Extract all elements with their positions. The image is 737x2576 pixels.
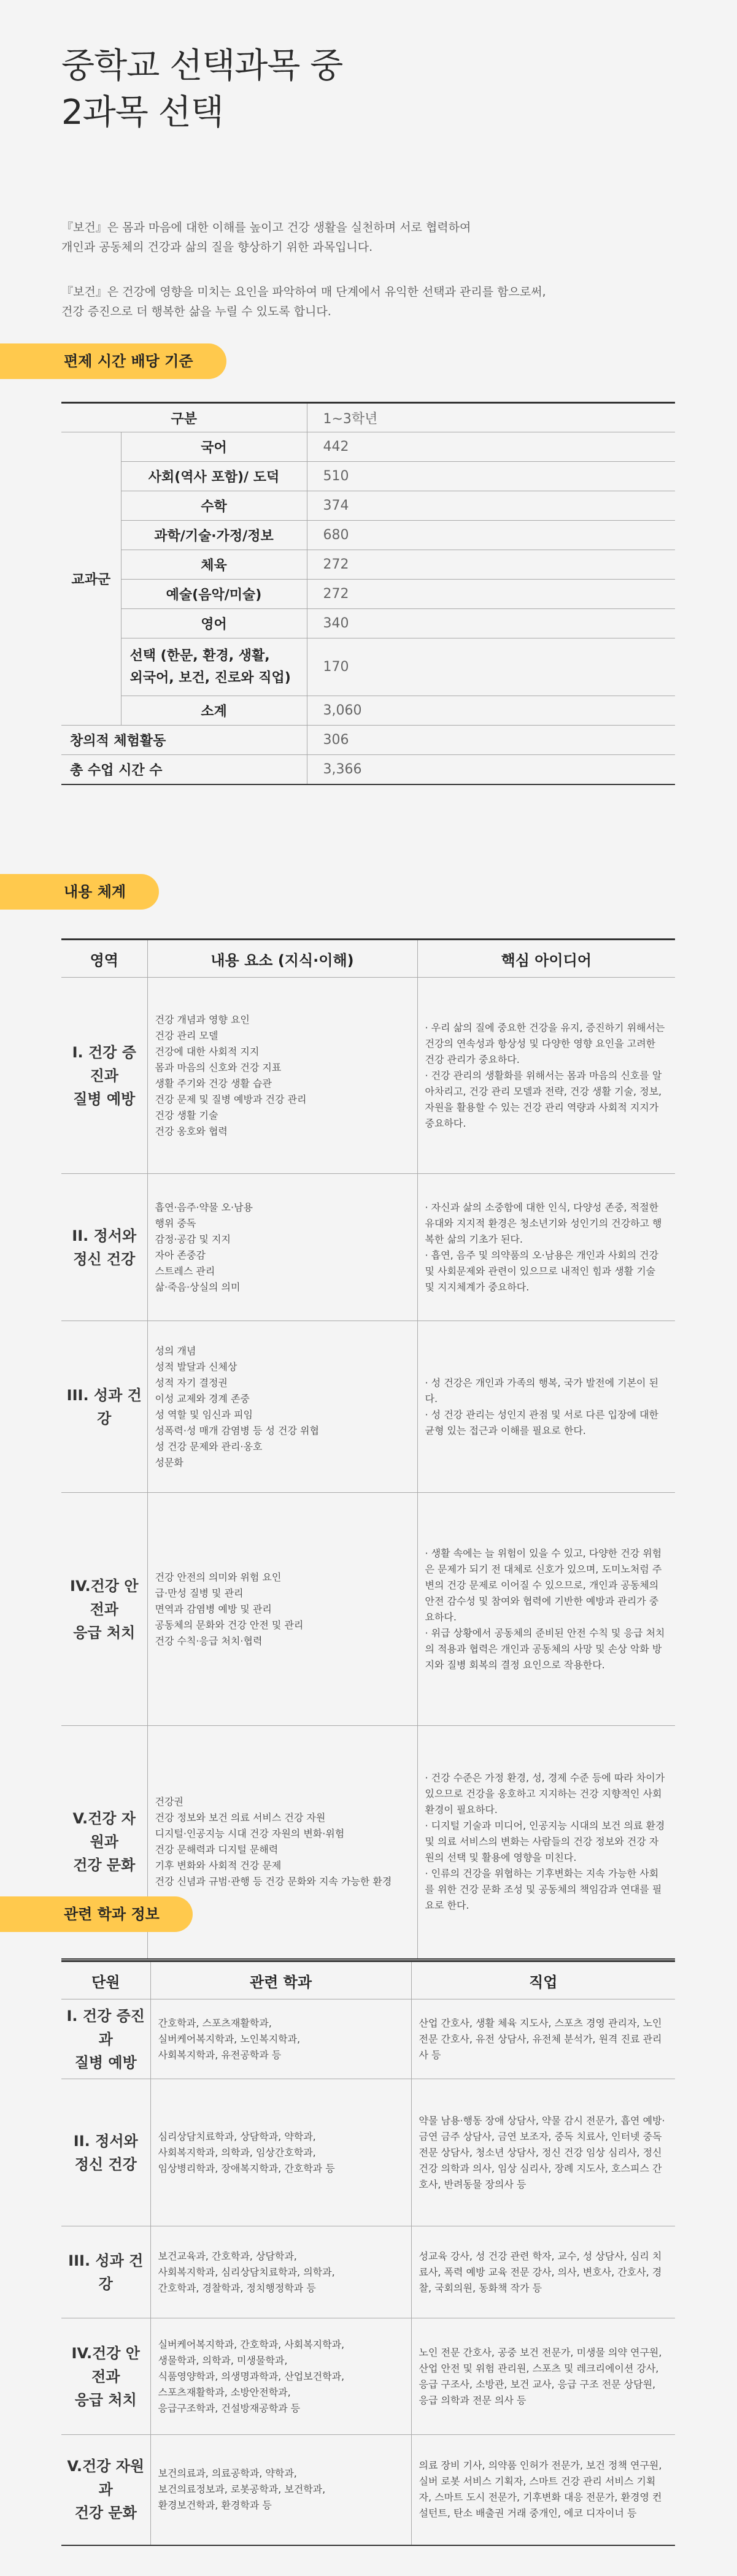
table-cell: 사회(역사 포함)/ 도덕 — [121, 462, 307, 491]
intro-paragraph: 『보건』은 몸과 마음에 대한 이해를 높이고 건강 생활을 실천하며 서로 협력하여 개인과 공동체의 건강과 삶의 질을 향상하기 위한 과목입니다. — [61, 221, 471, 254]
page-title: 중학교 선택과목 중 2과목 선택 — [61, 46, 343, 132]
table-cell: 국어 — [121, 432, 307, 462]
table-cell: 1~3학년 — [307, 403, 675, 432]
table-cell: 3,060 — [307, 696, 675, 726]
table-row — [61, 432, 675, 462]
table-row — [61, 638, 675, 696]
jobs-cell: 산업 간호사, 생활 체육 지도사, 스포츠 경영 관리자, 노인 전문 간호사, 유전 상담사, 유전체 분석가, 원격 진료 관리사 등 — [411, 1999, 675, 2079]
table-cell: 306 — [307, 726, 675, 755]
area-cell: V.건강 자원과 건강 문화 — [61, 1726, 147, 1959]
table-cell: 예술(음악/미술) — [121, 580, 307, 609]
table-row — [61, 726, 675, 755]
table-row — [61, 2079, 675, 2226]
table-row — [61, 1493, 675, 1726]
column-header: 관련 학과 — [150, 1961, 411, 1999]
area-cell: III. 성과 건강 — [61, 1321, 147, 1493]
table-cell: 수학 — [121, 491, 307, 521]
area-cell: IV.건강 안전과 응급 처치 — [61, 2318, 150, 2435]
table-row — [61, 521, 675, 550]
section-heading-majors: 관련 학과 정보 — [0, 1896, 193, 1932]
table-row — [61, 2226, 675, 2318]
column-header: 핵심 아이디어 — [417, 940, 675, 978]
table-row — [61, 978, 675, 1174]
table-row — [61, 1999, 675, 2079]
table-row — [61, 403, 675, 432]
table-row — [61, 609, 675, 638]
area-cell: III. 성과 건강 — [61, 2226, 150, 2318]
content-table — [61, 938, 675, 1960]
table-cell: 교과군 — [61, 432, 121, 726]
column-header: 내용 요소 (지식·이해) — [147, 940, 417, 978]
elements-cell: 흡연·음주·약물 오·남용 행위 중독 감정·공감 및 지지 자아 존중감 스트레스 관리 삶·죽음·상실의 의미 — [147, 1174, 417, 1321]
elements-cell: 건강 개념과 영향 요인 건강 관리 모델 건강에 대한 사회적 지지 몸과 마음의 신호와 건강 지표 생활 주기와 건강 생활 습관 건강 문제 및 질병 예방과 건강 관리 건강 생활 기술 건강 옹호와 협력 — [147, 978, 417, 1174]
table-header-row — [61, 940, 675, 978]
jobs-cell: 성교육 강사, 성 건강 관련 학자, 교수, 성 상담사, 심리 치료사, 폭력 예방 교육 전문 강사, 의사, 변호사, 간호사, 경찰, 국회의원, 동화책 작가 등 — [411, 2226, 675, 2318]
elements-cell: 성의 개념 성적 발달과 신체상 성적 자기 결정권 이성 교제와 경계 존중 성 역할 및 임신과 피임 성폭력·성 매개 감염병 등 성 건강 위협 성 건강 문제와 관리·옹호 성문화 — [147, 1321, 417, 1493]
table-cell: 과학/기술·가정/정보 — [121, 521, 307, 550]
section-heading-content: 내용 체계 — [0, 874, 159, 910]
table-header-row — [61, 1961, 675, 1999]
table-row — [61, 2318, 675, 2435]
column-header: 직업 — [411, 1961, 675, 1999]
majors-cell: 심리상담치료학과, 상담학과, 약학과, 사회복지학과, 의학과, 임상간호학과, 임상병리학과, 장애복지학과, 간호학과 등 — [150, 2079, 411, 2226]
table-cell: 체육 — [121, 550, 307, 580]
idea-cell: · 자신과 삶의 소중함에 대한 인식, 다양성 존중, 적절한 유대와 지지적 환경은 청소년기와 성인기의 건강하고 행복한 삶의 기초가 된다. · 흡연, 음주 및 의약품의 오·남용은 개인과 사회의 건강 및 사회문제와 관련이 있으므로 내적인 힘과 생활 기술 및 지지체계가 중요하다. — [417, 1174, 675, 1321]
area-cell: V.건강 자원과 건강 문화 — [61, 2435, 150, 2545]
table-cell: 선택 (한문, 환경, 생활, 외국어, 보건, 진로와 직업) — [121, 638, 307, 696]
table-cell: 영어 — [121, 609, 307, 638]
majors-cell: 보건의료과, 의료공학과, 약학과, 보건의료정보과, 로봇공학과, 보건학과, 환경보건학과, 환경학과 등 — [150, 2435, 411, 2545]
table-cell: 170 — [307, 638, 675, 696]
area-cell: I. 건강 증진과 질병 예방 — [61, 1999, 150, 2079]
table-cell: 구분 — [61, 403, 307, 432]
table-cell: 340 — [307, 609, 675, 638]
jobs-cell: 약물 남용·행동 장애 상담사, 약물 감시 전문가, 흡연 예방·금연 금주 상담사, 금연 보조자, 중독 치료사, 인터넷 중독 전문 상담사, 청소년 상담사, 정신 건강 임상 심리사, 정신 건강 의학과 의사, 임상 심리사, 장례 지도사, 호스피스 간호사, 반려동물 장의사 등 — [411, 2079, 675, 2226]
table-row — [61, 1174, 675, 1321]
column-header: 단원 — [61, 1961, 150, 1999]
table-cell: 소계 — [121, 696, 307, 726]
table-row — [61, 580, 675, 609]
table-cell: 창의적 체험활동 — [61, 726, 307, 755]
table-row — [61, 755, 675, 784]
table-cell: 272 — [307, 550, 675, 580]
majors-cell: 실버케어복지학과, 간호학과, 사회복지학과, 생물학과, 의학과, 미생물학과, 식품영양학과, 의생명과학과, 산업보건학과, 스포츠재활학과, 소방안전학과, 응급구조학과, 건설방재공학과 등 — [150, 2318, 411, 2435]
section-heading-hours: 편제 시간 배당 기준 — [0, 343, 226, 379]
table-cell: 3,366 — [307, 755, 675, 784]
table-cell: 680 — [307, 521, 675, 550]
majors-cell: 간호학과, 스포츠재활학과, 실버케어복지학과, 노인복지학과, 사회복지학과, 유전공학과 등 — [150, 1999, 411, 2079]
table-cell: 272 — [307, 580, 675, 609]
idea-cell: · 건강 수준은 가정 환경, 성, 경제 수준 등에 따라 차이가 있으므로 건강을 옹호하고 지지하는 건강 지향적인 사회 환경이 필요하다. · 디지털 기술과 미디어, 인공지능 시대의 보건 의료 환경 및 의료 서비스의 변화는 사람들의 건강 정보와 건강 자원의 선택 및 활용에 영향을 미친다. · 인류의 건강을 위협하는 기후변화는 지속 가능한 사회를 위한 건강 문화 조성 및 공동체의 책임감과 연대를 필요로 한다. — [417, 1726, 675, 1959]
table-row — [61, 491, 675, 521]
table-row — [61, 550, 675, 580]
elements-cell: 건강권 건강 정보와 보건 의료 서비스 건강 자원 디지털·인공지능 시대 건강 자원의 변화·위험 건강 문해력과 디지털 문해력 기후 변화와 사회적 건강 문제 건강 신념과 규범·관행 등 건강 문화와 지속 가능한 환경 — [147, 1726, 417, 1959]
table-cell: 510 — [307, 462, 675, 491]
table-row — [61, 1321, 675, 1493]
area-cell: IV.건강 안전과 응급 처치 — [61, 1493, 147, 1726]
idea-cell: · 우리 삶의 질에 중요한 건강을 유지, 증진하기 위해서는 건강의 연속성과 항상성 및 다양한 영향 요인을 고려한 건강 관리가 중요하다. · 건강 관리의 생활화를 위해서는 몸과 마음의 신호를 알아차리고, 건강 관리 모델과 전략, 건강 생활 기술, 정보, 자원을 활용할 수 있는 건강 관리 역량과 사회적 지지가 중요하다. — [417, 978, 675, 1174]
column-header: 영역 — [61, 940, 147, 978]
table-row — [61, 2435, 675, 2545]
table-cell: 374 — [307, 491, 675, 521]
table-cell: 442 — [307, 432, 675, 462]
elements-cell: 건강 안전의 의미와 위험 요인 급·만성 질병 및 관리 면역과 감염병 예방 및 관리 공동체의 문화와 건강 안전 및 관리 건강 수칙·응급 처치·협력 — [147, 1493, 417, 1726]
majors-table — [61, 1960, 675, 2546]
hours-table — [61, 402, 675, 785]
table-cell: 총 수업 시간 수 — [61, 755, 307, 784]
area-cell: II. 정서와 정신 건강 — [61, 1174, 147, 1321]
idea-cell: · 생활 속에는 늘 위험이 있을 수 있고, 다양한 건강 위험은 문제가 되기 전 대체로 신호가 있으며, 도미노처럼 주변의 건강 문제로 이어질 수 있으므로, 개인과 공동체의 안전 감수성 및 참여와 협력에 기반한 예방과 관리가 중요하다. · 위급 상황에서 공동체의 준비된 안전 수칙 및 응급 처치의 적용과 협력은 개인과 공동체의 사망 및 손상 악화 방지와 질병 회복의 결정 요인으로 작용한다. — [417, 1493, 675, 1726]
area-cell: II. 정서와 정신 건강 — [61, 2079, 150, 2226]
table-row — [61, 696, 675, 726]
table-row — [61, 462, 675, 491]
idea-cell: · 성 건강은 개인과 가족의 행복, 국가 발전에 기본이 된다. · 성 건강 관리는 성인지 관점 및 서로 다른 입장에 대한 균형 있는 접근과 이해를 필요로 한다. — [417, 1321, 675, 1493]
jobs-cell: 노인 전문 간호사, 공중 보건 전문가, 미생물 의약 연구원, 산업 안전 및 위험 관리원, 스포츠 및 레크리에이션 강사, 응급 구조사, 소방관, 보건 교사, 응급 구조 전문 상담원, 응급 의학과 전문 의사 등 — [411, 2318, 675, 2435]
intro-paragraph: 『보건』은 건강에 영향을 미치는 요인을 파악하여 매 단계에서 유익한 선택과 관리를 함으로써, 건강 증진으로 더 행복한 삶을 누릴 수 있도록 합니다. — [61, 285, 546, 318]
jobs-cell: 의료 장비 기사, 의약품 인허가 전문가, 보건 정책 연구원, 실버 로봇 서비스 기획자, 스마트 건강 관리 서비스 기획자, 스마트 도시 전문가, 기후변화 대응 전문가, 환경영 컨설턴트, 탄소 배출권 거래 중개인, 에코 디자이너 등 — [411, 2435, 675, 2545]
area-cell: I. 건강 증진과 질병 예방 — [61, 978, 147, 1174]
majors-cell: 보건교육과, 간호학과, 상담학과, 사회복지학과, 심리상담치료학과, 의학과, 간호학과, 경찰학과, 정치행정학과 등 — [150, 2226, 411, 2318]
